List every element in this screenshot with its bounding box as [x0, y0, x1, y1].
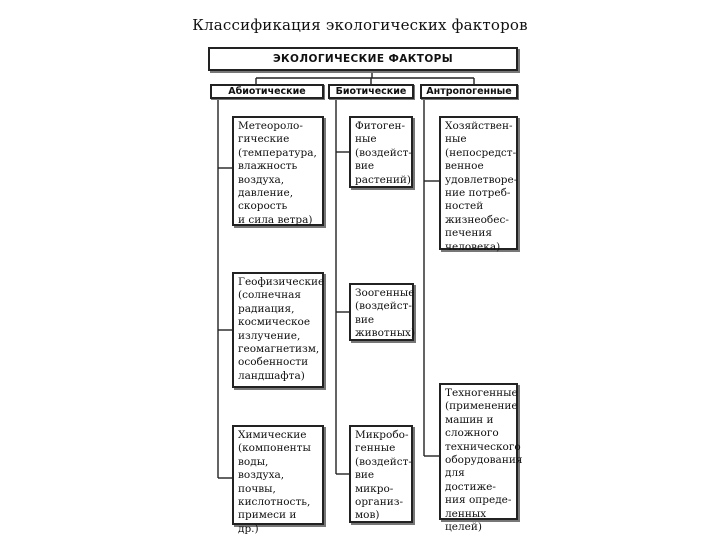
item-economic: Хозяйствен- ные (непосредст- венное удовлетворе- ние потреб- ностей жизнеобес- печения человека) [439, 116, 518, 250]
item-chemical: Химические (компоненты воды, воздуха, почвы, кислотность, примеси и др.) [232, 425, 324, 525]
category-biotic: Биотические [328, 84, 414, 99]
item-zoogenic: Зоогенные (воздейст- вие животных) [349, 283, 414, 341]
item-technogenic: Техногенные (применение машин и сложного технического оборудования для достиже- ния опреде- ленных целей) [439, 383, 518, 520]
item-microbogenic: Микробо- генные (воздейст- вие микро- организ- мов) [349, 425, 413, 523]
item-geophysical: Геофизические (солнечная радиация, космическое излучение, геомагнетизм, особенности ландшафта) [232, 272, 324, 388]
diagram-title: Классификация экологических факторов [192, 16, 528, 34]
category-abiotic: Абиотические [210, 84, 324, 99]
item-phytogenic: Фитоген- ные (воздейст- вие растений) [349, 116, 413, 188]
category-anthropogenic: Антропогенные [420, 84, 518, 99]
item-meteorological: Метеороло- гические (температура, влажность воздуха, давление, скорость и сила ветра) [232, 116, 324, 226]
root-box-ecological-factors: ЭКОЛОГИЧЕСКИЕ ФАКТОРЫ [208, 47, 518, 71]
